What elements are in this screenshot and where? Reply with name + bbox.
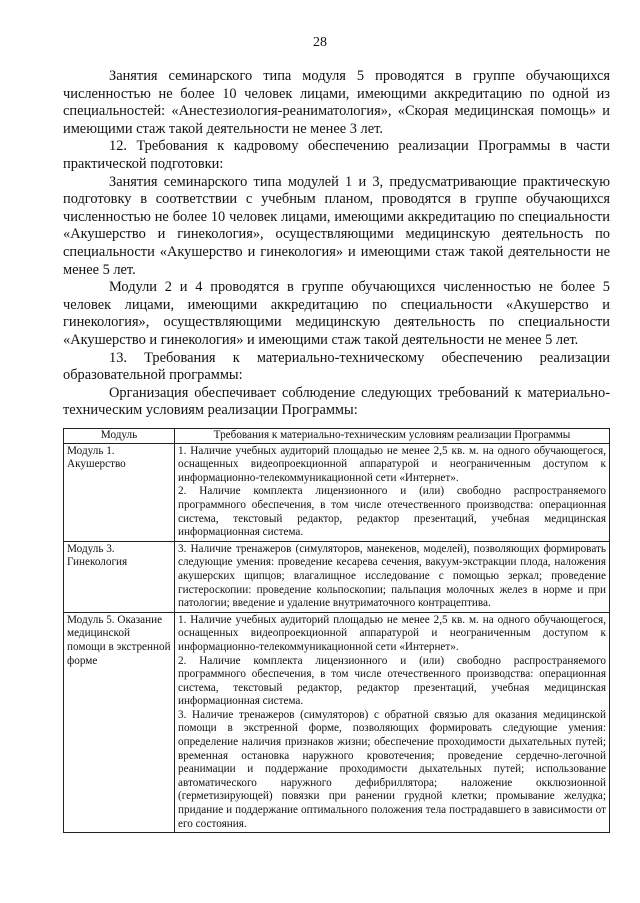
table-row <box>64 443 610 541</box>
table-header-row <box>64 429 610 444</box>
body-text <box>63 68 610 420</box>
module-cell: Модуль 5. Оказание медицинской помощи в экстренной форме <box>64 612 175 833</box>
requirement-item: 2. Наличие комплекта лицензионного и (или) свободно распространяемого программного обеспечения, в том числе отечественного производства: операционная система, текстовый редактор, редактор презентаций, учебная медицинская информационная система. <box>178 654 606 708</box>
paragraph: Модули 2 и 4 проводятся в группе обучающихся численностью не более 5 человек лицами, имеющими аккредитацию по специальности «Акушерство и гинекология», осуществляющими медицинскую деятельность по специальности «Акушерство и гинекология» и имеющими стаж такой деятельности не менее 5 лет. <box>63 279 610 348</box>
requirement-item: 2. Наличие комплекта лицензионного и (или) свободно распространяемого программного обеспечения, в том числе отечественного производства: операционная система, текстовый редактор, редактор презентаций, учебная медицинская информационная система. <box>178 485 606 539</box>
paragraph: 12. Требования к кадровому обеспечению реализации Программы в части практической подготовки: <box>63 138 610 172</box>
paragraph: Занятия семинарского типа модулей 1 и 3, предусматривающие практическую подготовку в соответствии с учебным планом, проводятся в группе обучающихся численностью не более 10 человек лицами, имеющими аккредитацию по специальности «Акушерство и гинекология», осуществляющими медицинскую деятельность по специальности «Акушерство и гинекология» и имеющими стаж такой деятельности не менее 5 лет. <box>63 173 610 278</box>
paragraph: 13. Требования к материально-техническому обеспечению реализации образовательной программы: <box>63 349 610 384</box>
paragraph: Занятия семинарского типа модуля 5 проводятся в группе обучающихся численностью не более 10 человек лицами, имеющими аккредитацию по одной из специальностей: «Анестезиология-реаниматология», «Скорая медицинская помощь» и имеющими стаж такой деятельности не менее 3 лет. <box>63 68 610 137</box>
module-cell: Модуль 1. Акушерство <box>64 443 175 541</box>
requirement-item: 1. Наличие учебных аудиторий площадью не менее 2,5 кв. м. на одного обучающегося, оснащенных видеопроекционной аппаратурой и неограниченным доступом к информационно-телекоммуникационной сети «Интернет». <box>178 613 606 653</box>
page-number: 28 <box>313 35 327 50</box>
requirements-table <box>63 428 610 833</box>
column-header-module: Модуль <box>64 429 175 444</box>
module-cell: Модуль 3. Гинекология <box>64 541 175 612</box>
table-row <box>64 612 610 833</box>
requirement-item: 3. Наличие тренажеров (симуляторов) с обратной связью для оказания медицинской помощи в экстренной форме, позволяющих формировать следующие умения: определение наличия признаков жизни; обеспечение проходимости дыхательных путей; временная остановка наружного кровотечения; проведение сердечно-легочной реанимации и поддержание проходимости дыхательных путей; использование автоматического наружного дефибриллятора; наложение окклюзионной (герметизирующей) повязки при ранении грудной клетки; промывание желудка; придание и поддержание оптимального положения тела пострадавшего в зависимости от его состояния. <box>178 708 606 830</box>
column-header-requirements: Требования к материально-техническим условиям реализации Программы <box>175 429 610 444</box>
requirements-cell <box>175 612 610 833</box>
paragraph: Организация обеспечивает соблюдение следующих требований к материально-техническим условиям реализации Программы: <box>63 384 610 419</box>
requirements-cell <box>175 541 610 612</box>
requirements-cell <box>175 443 610 541</box>
requirement-item: 3. Наличие тренажеров (симуляторов, манекенов, моделей), позволяющих формировать следующие умения: проведение кесарева сечения, вакуум-экстракции плода, наложения акушерских щипцов; влагалищное исследование с помощью зеркал; проведение гистероскопии: проведение кольпоскопии; пальпация молочных желез в норме и при патологии; введение и удаление внутриматочного контрацептива. <box>178 542 606 610</box>
requirement-item: 1. Наличие учебных аудиторий площадью не менее 2,5 кв. м. на одного обучающегося, оснащенных видеопроекционной аппаратурой и неограниченным доступом к информационно-телекоммуникационной сети «Интернет». <box>178 444 606 484</box>
table-row <box>64 541 610 612</box>
